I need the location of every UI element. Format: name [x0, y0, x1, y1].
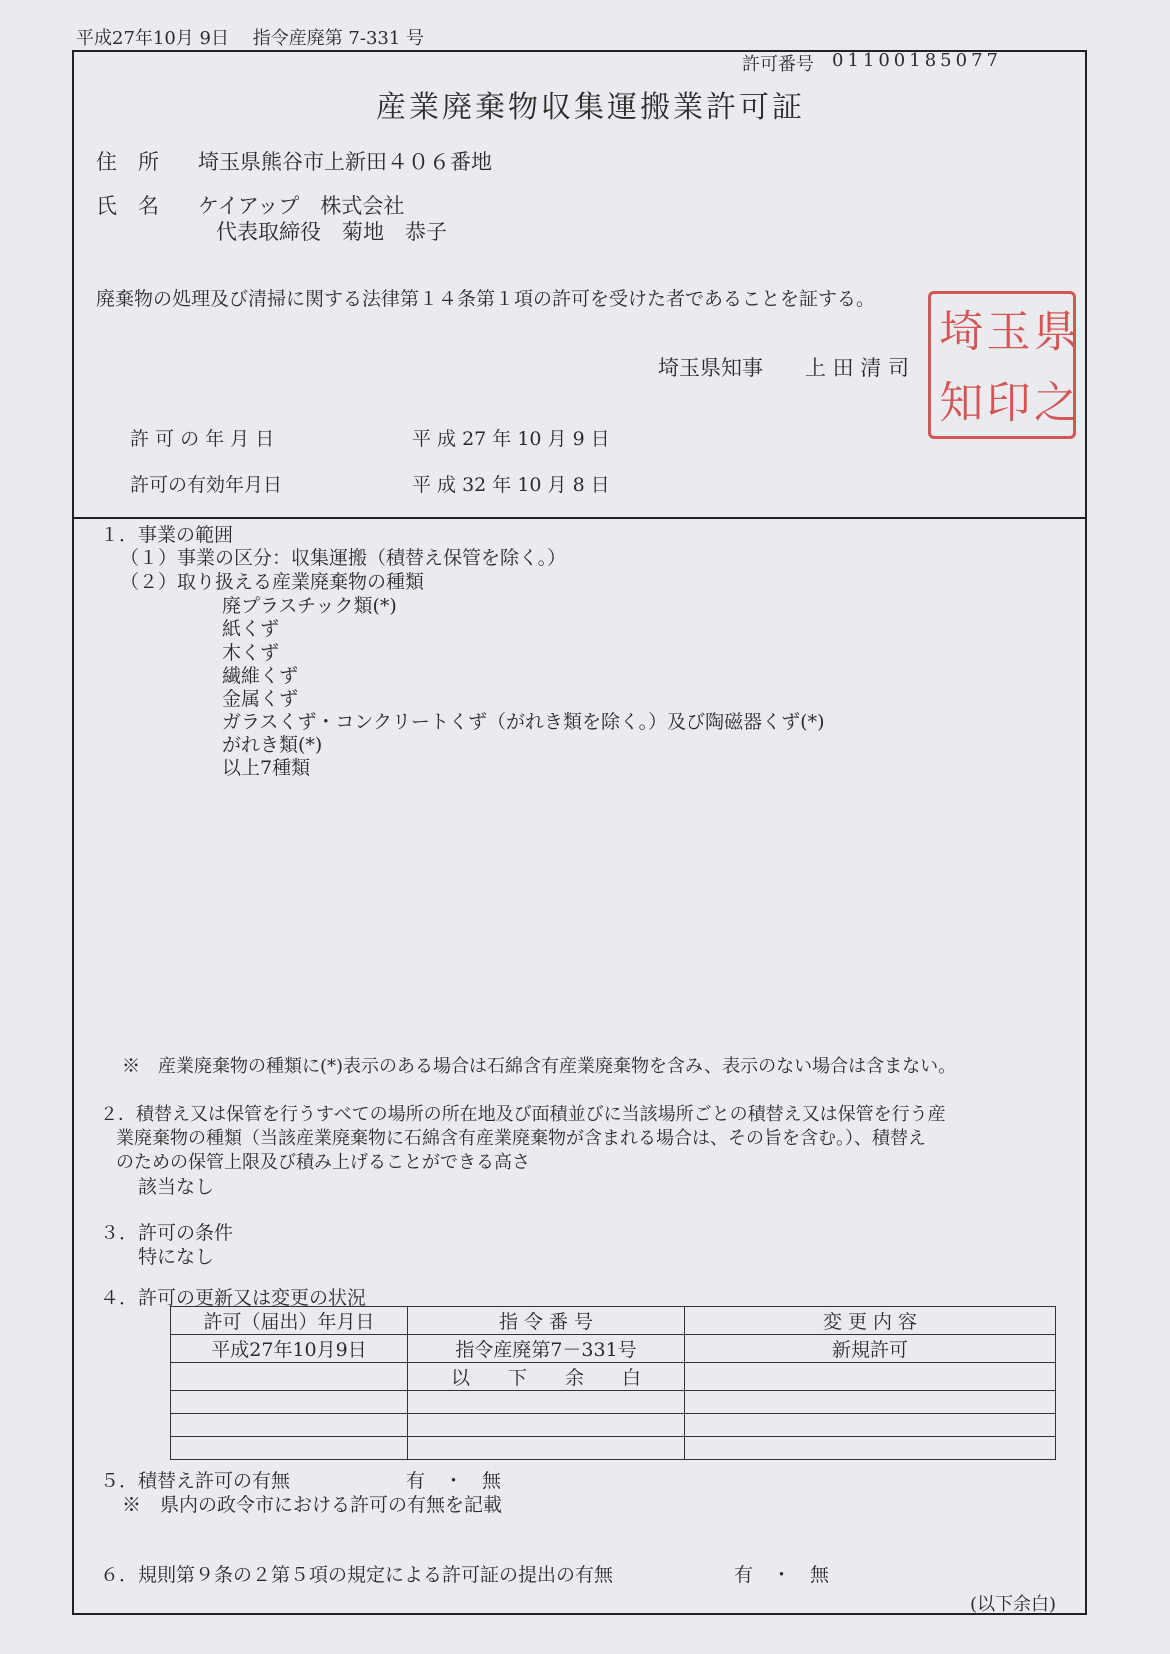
section5-note: ※ 県内の政令市における許可の有無を記載: [122, 1494, 503, 1516]
waste-item: 紙くず: [222, 618, 280, 640]
table-cell: [408, 1437, 685, 1460]
section6-value: 有 ・ 無: [734, 1564, 830, 1586]
date-issued-value: 平 成 27 年 10 月 9 日: [412, 428, 610, 450]
address-label: 住 所: [96, 150, 159, 174]
table-cell: 新規許可: [685, 1335, 1056, 1363]
address-value: 埼玉県熊谷市上新田４０６番地: [198, 150, 492, 174]
section1-sub2: （２）取り扱える産業廃棄物の種類: [120, 571, 425, 593]
waste-item: 以上7種類: [222, 757, 311, 779]
section-divider: [72, 517, 1087, 519]
governor-seal: [928, 291, 1076, 439]
section6-heading: ６．規則第９条の２第５項の規定による許可証の提出の有無: [100, 1564, 614, 1586]
seal-char: 玉: [978, 307, 1030, 352]
section2-line1: ２．積替え又は保管を行うすべての場所の所在地及び面積並びに当該場所ごとの積替え又は保管を行う産: [100, 1104, 946, 1125]
table-cell: [408, 1391, 685, 1414]
waste-item: 木くず: [222, 642, 280, 664]
table-cell: [685, 1437, 1056, 1460]
table-cell: [685, 1414, 1056, 1437]
section5-heading: ５．積替え許可の有無: [100, 1470, 291, 1492]
end-note: (以下余白): [970, 1594, 1057, 1615]
waste-item: がれき類(*): [222, 734, 323, 756]
column-header: 指 令 番 号: [408, 1307, 685, 1335]
section2-line2: 業廃棄物の種類（当該産業廃棄物に石綿含有産業廃棄物が含まれる場合は、その旨を含む。）、積替え: [116, 1128, 926, 1149]
waste-item: ガラスくず・コンクリートくず（がれき類を除く。）及び陶磁器くず(*): [222, 711, 825, 733]
table-row: [171, 1414, 1056, 1437]
waste-item: 繊維くず: [222, 665, 299, 687]
history-table: [170, 1306, 1056, 1460]
section3-value: 特になし: [138, 1246, 215, 1268]
table-cell: [685, 1391, 1056, 1414]
table-cell: [171, 1391, 408, 1414]
table-row: [171, 1437, 1056, 1460]
table-cell: [408, 1414, 685, 1437]
seal-char: 印: [978, 378, 1030, 423]
company-name: ケイアップ 株式会社: [198, 194, 405, 218]
issuer-name: 埼玉県知事 上 田 清 司: [658, 356, 910, 380]
table-cell: [171, 1437, 408, 1460]
table-cell: [685, 1363, 1056, 1391]
section2-line3: のための保管上限及び積み上げることができる高さ: [116, 1152, 530, 1173]
date-valid-value: 平 成 32 年 10 月 8 日: [412, 474, 610, 496]
permit-number: 01100185077: [832, 50, 1002, 71]
section1-heading: １．事業の範囲: [100, 524, 234, 546]
seal-char: 埼: [931, 307, 983, 352]
table-row: [171, 1335, 1056, 1363]
section4-heading: ４．許可の更新又は変更の状況: [100, 1287, 367, 1309]
section5-value: 有 ・ 無: [406, 1470, 502, 1492]
waste-item: 金属くず: [222, 688, 299, 710]
asbestos-note: ※ 産業廃棄物の種類に(*)表示のある場合は石綿含有産業廃棄物を含み、表示のない場合は含まない。: [122, 1056, 957, 1077]
waste-item: 廃プラスチック類(*): [222, 595, 397, 617]
section2-value: 該当なし: [138, 1176, 215, 1198]
certification-text: 廃棄物の処理及び清掃に関する法律第１４条第１項の許可を受けた者であることを証する。: [96, 288, 876, 310]
column-header: 変 更 内 容: [685, 1307, 1056, 1335]
table-row: [171, 1391, 1056, 1414]
date-valid-label: 許可の有効年月日: [130, 474, 283, 496]
date-issued-label: 許 可 の 年 月 日: [130, 428, 275, 450]
representative-name: 代表取締役 菊地 恭子: [216, 220, 447, 244]
page-title: 産業廃棄物収集運搬業許可証: [376, 90, 805, 125]
header-line: 平成27年10月 9日 指令産廃第 7-331 号: [76, 28, 425, 49]
section1-sub1: （１）事業の区分：収集運搬（積替え保管を除く。）: [120, 547, 567, 569]
table-cell: [171, 1414, 408, 1437]
column-header: 許可（届出）年月日: [171, 1307, 408, 1335]
seal-char: 之: [1025, 378, 1077, 423]
section3-heading: ３．許可の条件: [100, 1222, 234, 1244]
seal-char: 知: [931, 378, 983, 423]
seal-char: 県: [1025, 307, 1077, 352]
permit-number-label: 許可番号: [742, 54, 814, 75]
table-cell: 指令産廃第7－331号: [408, 1335, 685, 1363]
table-header-row: [171, 1307, 1056, 1335]
table-cell: 以 下 余 白: [408, 1363, 685, 1391]
table-cell: 平成27年10月9日: [171, 1335, 408, 1363]
name-label: 氏 名: [96, 194, 159, 218]
table-row: [171, 1363, 1056, 1391]
table-cell: [171, 1363, 408, 1391]
